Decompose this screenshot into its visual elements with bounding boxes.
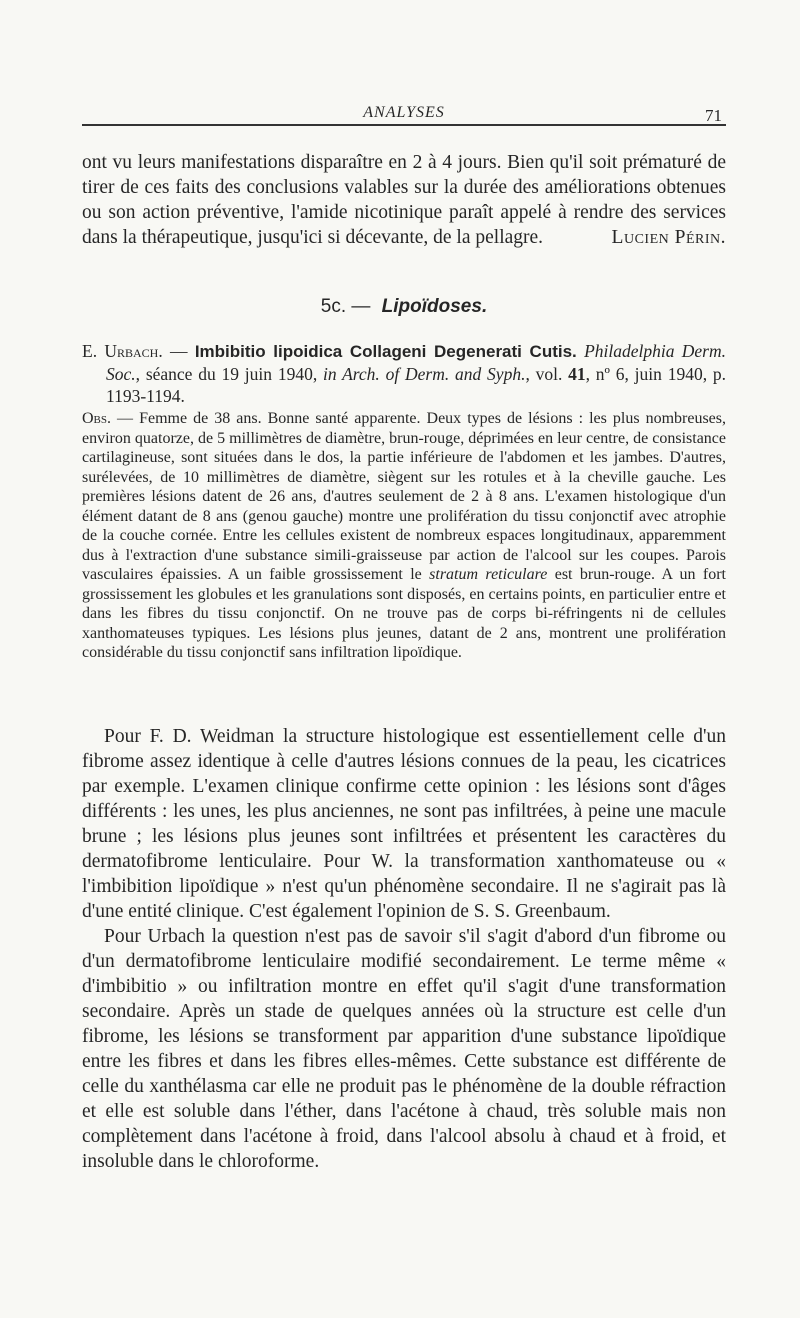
observation-block [82,409,726,663]
section-title: Lipoïdoses. [381,296,488,317]
reference-volume: 41 [568,364,586,384]
running-title: ANALYSES [363,104,445,121]
author-signature: Lucien Périn. [611,227,726,248]
bibliographic-reference [82,340,726,407]
intro-paragraph [82,150,726,250]
discussion-paragraph-1: Pour F. D. Weidman la structure histologique est essentiellement celle d'un fibrome assez identique à celle d'autres lésions connues de la peau, les cicatrices par exemple. L'examen clinique confirme cette opinion : les lésions sont d'âges différents : les unes, les plus anciennes, ne sont pas infiltrées, à peine une macule brune ; les lésions plus jeunes sont infiltrées et présentent les caractères du dermatofibrome lenticulaire. Pour W. la transformation xanthomateuse ou « l'imbibition lipoïdique » n'est qu'un phénomène secondaire. Il ne s'agirait pas là d'une entité clinique. C'est également l'opinion de S. S. Greenbaum. [82,726,726,922]
discussion-paragraph-2: Pour Urbach la question n'est pas de savoir s'il s'agit d'abord d'un fibrome ou d'un dermatofibrome lenticulaire modifié secondairement. Le terme même « d'imbibitio » ou infiltration montre en effet qu'il s'agit d'une transformation secondaire. Après un stade de quelques années où la structure est celle d'un fibrome, les lésions se transforment par apparition d'une substance lipoïdique entre les fibres et dans les fibres elles-mêmes. Cette substance est différente de celle du xanthélasma car elle ne produit pas le phénomène de la double réfraction et elle est soluble dans l'éther, dans l'acétone à chaud, très soluble mais non complètement dans l'acétone à froid, dans l'alcool absolu à chaud et à froid, et insoluble dans le chloroforme. [82,926,726,1172]
intro-text: ont vu leurs manifestations disparaître en 2 à 4 jours. Bien qu'il soit prématuré de tirer de ces faits des conclusions valables sur la durée des améliorations obtenues ou son action préventive, l'amide nicotinique paraît appelé à rendre des services dans la thérapeutique, jusqu'ici si décevante, de la pellagre. [82,152,726,248]
observation-italic-term: stratum reticulare [429,566,548,583]
reference-author: E. Urbach. [82,341,163,361]
observation-text-1: — Femme de 38 ans. Bonne santé apparente. Deux types de lésions : les plus nombreuses, environ quatorze, de 5 millimètres de diamètre, brun-rouge, déprimées en leur centre, de consistance cartilagineuse, sont situées dans le dos, la partie inférieure de l'abdomen et les jambes. D'autres, surélevées, de 10 millimètres de diamètre, siègent sur les rotules et à la cheville gauche. Les premières lésions datent de 26 ans, d'autres seulement de 2 à 8 ans. L'examen histologique d'un élément datant de 8 ans (genou gauche) montre une prolifération du tissu conjonctif avec atrophie de la couche cornée. Entre les cellules existent de nombreux espaces longitudinaux, apparemment dus à l'extraction d'une substance simili-graisseuse par action de l'alcool sur les coupes. Parois vasculaires épaissies. A un faible grossissement le [82,410,726,583]
reference-source: in Arch. of Derm. and Syph. [322,364,526,384]
reference-vol-prefix: , vol. [525,364,569,384]
section-number: 5c. — [320,296,371,317]
page-number: 71 [705,106,722,125]
reference-dash: — [162,341,195,361]
discussion-text [82,724,726,1174]
reference-journal: Philadelphia Derm. Soc. [106,341,726,384]
section-heading [82,296,726,318]
reference-issue-pages: , nº 6, juin 1940, p. 1193-1194. [106,364,726,406]
observation-lead: Obs. [82,410,112,427]
reference-session: , séance du 19 juin 1940, [135,364,323,384]
reference-article-title: Imbibitio lipoidica Collageni Degenerati Cutis. [194,342,577,361]
running-head [82,104,726,128]
observation-text-2: est brun-rouge. A un fort grossissement les globules et les granulations sont disposés, en certains points, en particulier entre et dans les fibres du tissu conjonctif. On ne trouve pas de corps bi-réfringents ni de cellules xanthomateuses typiques. Les lésions plus jeunes, datant de 2 ans, montrent une prolifération considérable du tissu conjonctif sans infiltration lipoïdique. [82,566,726,661]
